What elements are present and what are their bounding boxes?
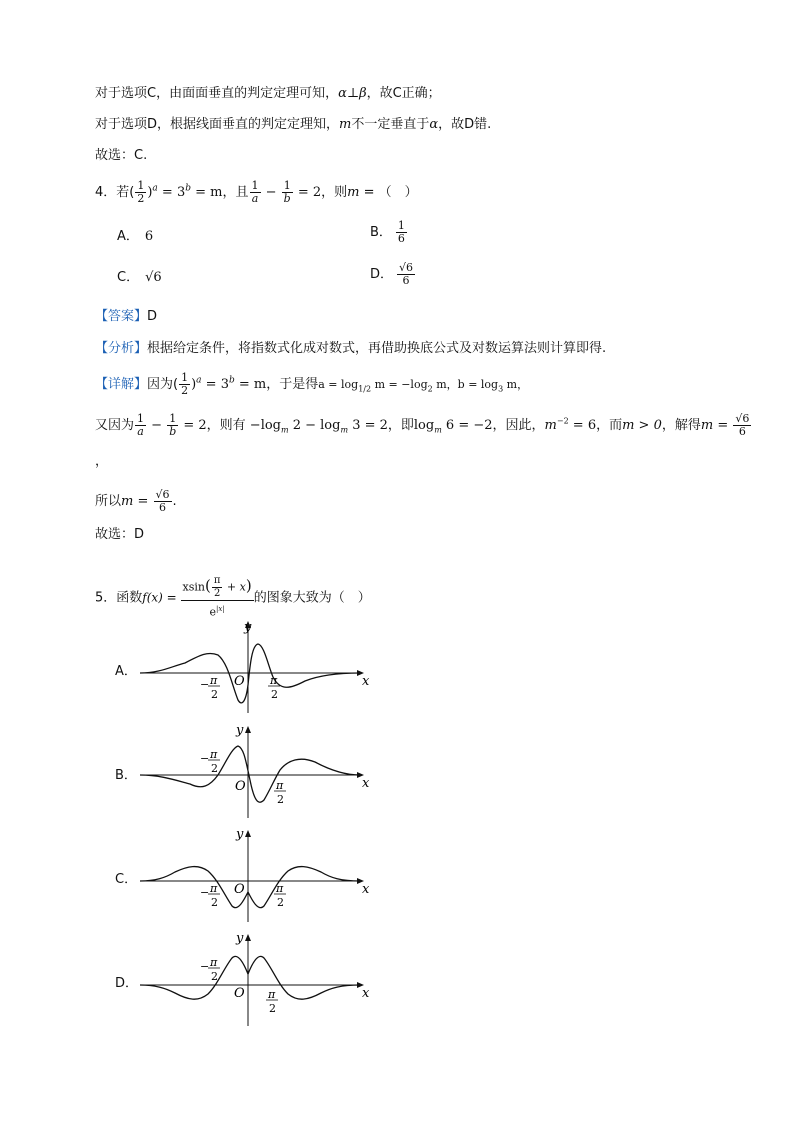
right-tick-two: 2 <box>269 1002 276 1015</box>
option-d-conclusion: 对于选项D，根据线面垂直的判定定理知，m不一定垂直于α，故D错. <box>95 117 492 132</box>
left-tick-minus: − <box>200 886 210 899</box>
q4-detail-line-1: 【详解】因为( $\frac{1}{2}$ )$^a = 3^b = m$，于是得$a = \log_{1/2} m = -\log_2$ m，$b = \log_3 m$， <box>95 371 529 397</box>
q5-function-fraction: xsin( $\frac{\pi}{2}$ + x) $e^{|x|}$ <box>182 575 252 619</box>
q5-stem: 5．函数f(x) = xsin( $\frac{\pi}{2}$ + x) $e^{|x|}$ 的图象大致为（ ） <box>95 575 371 619</box>
graph-c <box>140 824 380 924</box>
right-tick-pi: π <box>268 988 276 1001</box>
origin-label: O <box>234 882 245 897</box>
left-tick-two: 2 <box>211 896 218 909</box>
left-tick-minus: − <box>200 678 210 691</box>
origin-label: O <box>234 674 245 689</box>
right-tick-pi: π <box>276 882 284 895</box>
q5-option-a-label: A． <box>115 664 137 679</box>
y-axis-arrow <box>245 830 251 837</box>
curve <box>140 746 360 802</box>
right-tick-pi: π <box>270 674 278 687</box>
left-tick-pi: π <box>210 956 218 969</box>
q4-stem: 4．若( $\frac{1}{2}$ )$^a = 3^b = m$，且 $\frac{1}{a}$ − $\frac{1}{b}$ = 2，则m = （ ） <box>95 179 418 205</box>
left-tick-two: 2 <box>211 688 218 701</box>
q4-option-b: B． $\frac{1}{6}$ <box>370 219 405 245</box>
x-label: x <box>362 674 370 689</box>
right-tick-two: 2 <box>277 896 284 909</box>
origin-label: O <box>234 986 245 1001</box>
q5-option-d-label: D． <box>115 976 139 991</box>
left-tick-minus: − <box>200 752 210 765</box>
left-tick-minus: − <box>200 960 210 973</box>
right-tick-two: 2 <box>271 688 278 701</box>
curve <box>140 956 360 999</box>
y-label: y <box>236 723 244 738</box>
graph-a <box>140 615 380 715</box>
y-label: y <box>236 827 244 842</box>
q4-choice: 故选：D <box>95 527 145 542</box>
x-label: x <box>362 986 370 1001</box>
origin-label: O <box>235 779 246 794</box>
graph-d <box>140 928 380 1028</box>
left-tick-pi: π <box>210 748 218 761</box>
left-tick-two: 2 <box>211 970 218 983</box>
left-tick-pi: π <box>210 882 218 895</box>
right-tick-pi: π <box>276 779 284 792</box>
q4-detail-line-2: 又因为 $\frac{1}{a}$ − $\frac{1}{b}$ = 2，则有 $-\log_m$ $2 - \log_m 3 = 2$，即$\log_m 6 = -2$，因此，$m^{-2} = 6$，而m > 0，解得m = $\frac{√6}{6}$ <box>95 412 750 438</box>
x-label: x <box>362 882 370 897</box>
q4-detail-line-3: 所以m = $\frac{√6}{6}$ . <box>95 488 177 514</box>
q5-option-c-label: C． <box>115 872 138 887</box>
y-label: y <box>236 931 244 946</box>
q4-option-c: C． √6 <box>117 270 162 285</box>
curve <box>140 867 360 908</box>
left-tick-pi: π <box>210 674 218 687</box>
q4-answer: 【答案】D <box>95 309 158 324</box>
q4-option-a: A． 6 <box>117 229 154 244</box>
option-c-conclusion: 对于选项C，由面面垂直的判定定理可知，α⊥β，故C正确； <box>95 86 441 101</box>
q4-detail-comma: ， <box>95 454 109 469</box>
y-axis-arrow <box>245 934 251 941</box>
left-tick-two: 2 <box>211 762 218 775</box>
y-label: y <box>244 620 252 635</box>
q4-analysis: 【分析】根据给定条件，将指数式化成对数式，再借助换底公式及对数运算法则计算即得. <box>95 341 607 356</box>
graph-b <box>140 720 380 820</box>
y-axis-arrow <box>245 726 251 733</box>
q4-option-d: D． $\frac{√6}{6}$ <box>370 261 414 287</box>
prev-choice: 故选：C. <box>95 148 148 163</box>
right-tick-two: 2 <box>277 793 284 806</box>
x-label: x <box>362 776 370 791</box>
q5-option-b-label: B． <box>115 768 137 783</box>
